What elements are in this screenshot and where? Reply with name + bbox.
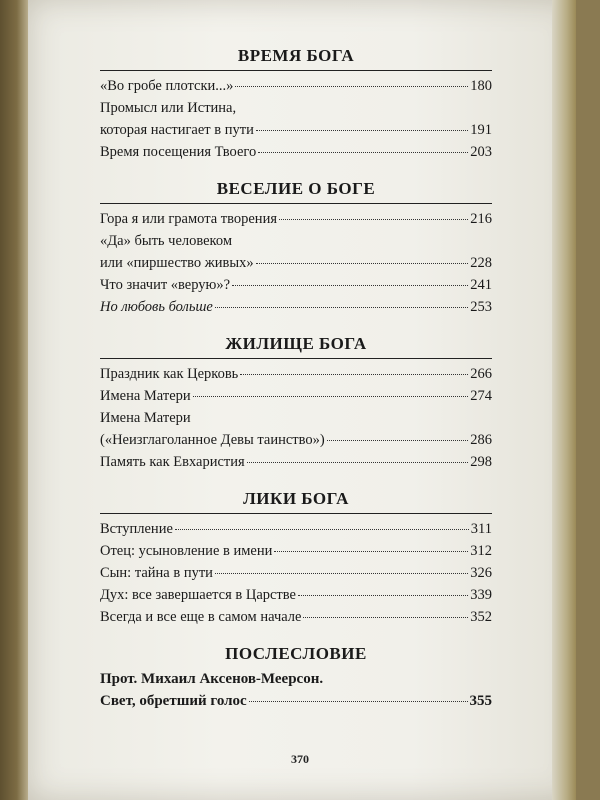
- entry-title: Дух: все завершается в Царстве: [100, 587, 296, 603]
- toc-entry: [100, 230, 492, 252]
- toc-entry: [100, 584, 492, 606]
- dot-leader: [258, 151, 468, 153]
- section-heading: ВРЕМЯ БОГА: [237, 46, 355, 65]
- dot-leader: [193, 395, 469, 397]
- dot-leader: [274, 550, 468, 552]
- dot-leader: [235, 85, 468, 87]
- entry-title: Сын: тайна в пути: [100, 565, 213, 581]
- toc-entry: [100, 385, 492, 407]
- heading-rule: [100, 70, 492, 71]
- toc-entry: [100, 429, 492, 451]
- entry-title: которая настигает в пути: [100, 122, 254, 138]
- entry-page: 180: [470, 78, 492, 94]
- toc-section-veselie-o-boge: [100, 177, 492, 318]
- entry-title: Промысл или Истина,: [100, 100, 237, 116]
- entry-page: 241: [470, 277, 492, 293]
- section-heading: ПОСЛЕСЛОВИЕ: [225, 644, 367, 663]
- dot-leader: [249, 700, 468, 702]
- toc-section-liki-boga: [100, 487, 492, 628]
- toc-entry: [100, 606, 492, 628]
- entry-page: 216: [470, 211, 492, 227]
- entry-title: Время посещения Твоего: [100, 144, 257, 160]
- entry-page: 298: [470, 454, 492, 470]
- dot-leader: [256, 129, 468, 131]
- toc-entry: [100, 75, 492, 97]
- entry-page: 191: [470, 122, 492, 138]
- entry-page: 253: [470, 299, 492, 315]
- dot-leader: [175, 528, 469, 530]
- entry-page: 312: [470, 543, 492, 559]
- dot-leader: [279, 218, 468, 220]
- entry-page: 266: [470, 366, 492, 382]
- entry-title: Память как Евхаристия: [100, 454, 245, 470]
- entry-page: 326: [470, 565, 492, 581]
- toc-entry: [100, 208, 492, 230]
- toc-section-vremya-boga: [100, 44, 492, 163]
- entry-title: Праздник как Церковь: [100, 366, 239, 382]
- dot-leader: [327, 439, 469, 441]
- section-heading: ВЕСЕЛИЕ О БОГЕ: [216, 179, 376, 198]
- page-edge: [552, 0, 576, 800]
- entry-title: Отец: усыновление в имени: [100, 543, 273, 559]
- dot-leader: [215, 572, 468, 574]
- dot-leader: [256, 262, 469, 264]
- entry-title: Гора я или грамота творения: [100, 211, 277, 227]
- book-spine: [0, 0, 28, 800]
- toc-entry: [100, 141, 492, 163]
- toc-entry: [100, 252, 492, 274]
- toc-entry: [100, 540, 492, 562]
- entry-title: Свет, обретший голос: [100, 693, 247, 709]
- entry-page: 228: [470, 255, 492, 271]
- toc-entry: [100, 690, 492, 712]
- dot-leader: [240, 373, 468, 375]
- toc-section-zhilishche-boga: [100, 332, 492, 473]
- page-number: 370: [291, 752, 309, 766]
- entry-page: 352: [470, 609, 492, 625]
- entry-title: («Неизглаголанное Девы таинство»): [100, 432, 325, 448]
- toc-entry: [100, 274, 492, 296]
- toc-entry: [100, 518, 492, 540]
- toc-entry: [100, 562, 492, 584]
- toc-entry: [100, 363, 492, 385]
- entry-title: Вступление: [100, 521, 173, 537]
- entry-title: Прот. Михаил Аксенов-Меерсон.: [100, 671, 324, 687]
- dot-leader: [215, 306, 468, 308]
- entry-title: «Во гробе плотски...»: [100, 78, 234, 94]
- dot-leader: [298, 594, 468, 596]
- entry-title: Всегда и все еще в самом начале: [100, 609, 302, 625]
- section-heading: ЖИЛИЩЕ БОГА: [225, 334, 367, 353]
- entry-title: Но любовь больше: [100, 299, 213, 315]
- entry-title: Имена Матери: [100, 410, 191, 426]
- entry-page: 203: [470, 144, 492, 160]
- entry-page: 339: [470, 587, 492, 603]
- toc-entry: [100, 119, 492, 141]
- entry-title: Имена Матери: [100, 388, 191, 404]
- section-heading: ЛИКИ БОГА: [243, 489, 349, 508]
- dot-leader: [303, 616, 468, 618]
- entry-title: или «пиршество живых»: [100, 255, 254, 271]
- entry-page: 355: [469, 693, 492, 709]
- toc-entry: [100, 296, 492, 318]
- entry-title: «Да» быть человеком: [100, 233, 233, 249]
- toc-entry: [100, 668, 492, 690]
- heading-rule: [100, 203, 492, 204]
- toc-entry: [100, 407, 492, 429]
- heading-rule: [100, 358, 492, 359]
- entry-page: 274: [470, 388, 492, 404]
- entry-page: 286: [470, 432, 492, 448]
- dot-leader: [247, 461, 469, 463]
- dot-leader: [232, 284, 468, 286]
- toc-entry: [100, 451, 492, 473]
- heading-rule: [100, 513, 492, 514]
- entry-page: 311: [470, 521, 492, 537]
- toc-section-afterword: [100, 642, 492, 712]
- table-of-contents: [100, 44, 492, 726]
- toc-entry: [100, 97, 492, 119]
- entry-title: Что значит «верую»?: [100, 277, 231, 293]
